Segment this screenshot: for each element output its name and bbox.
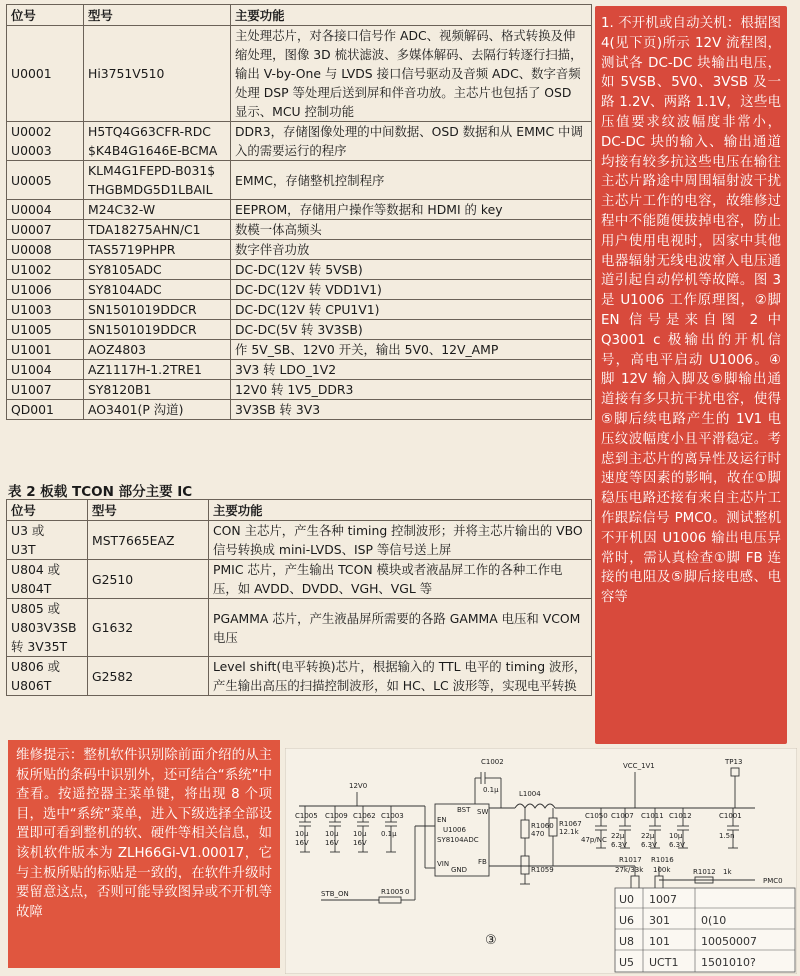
cell-function: DC-DC(5V 转 3V3SB) xyxy=(231,320,592,340)
cell-model: SN1501019DDCR xyxy=(84,300,231,320)
label-c1050-value: 47p/NC xyxy=(581,836,607,844)
overlay-cell: U0 xyxy=(619,893,635,906)
label-r1067-value: 12.1k xyxy=(559,828,579,836)
overlay-cell: U8 xyxy=(619,935,635,948)
table-row xyxy=(7,599,592,657)
cell-position: U0004 xyxy=(7,200,84,220)
label-cap-voltage: 6.3V xyxy=(669,841,685,849)
label-r1005-value: 0 xyxy=(405,888,410,896)
cell-position: U3 或 U3T xyxy=(7,521,88,560)
cell-function: 3V3SB 转 3V3 xyxy=(231,400,592,420)
table-row xyxy=(7,657,592,696)
label-r1060-value: 470 xyxy=(531,830,545,838)
label-c1011: C1011 xyxy=(641,812,664,820)
overlay-cell: 101 xyxy=(649,935,670,948)
col-header-model: 型号 xyxy=(84,5,231,26)
label-cap-value: 0.1μ xyxy=(381,830,397,838)
label-r1016: R1016 xyxy=(651,856,674,864)
cell-model: G1632 xyxy=(88,599,209,657)
label-ic-part: SY8104ADC xyxy=(437,836,479,844)
table-row xyxy=(7,260,592,280)
cell-model: AOZ4803 xyxy=(84,340,231,360)
cell-function: 数模一体高频头 xyxy=(231,220,592,240)
label-cap-voltage: 16V xyxy=(295,839,309,847)
cell-position: U1003 xyxy=(7,300,84,320)
label-pmc0: PMC0 xyxy=(763,877,783,885)
label-r1012-value: 1k xyxy=(723,868,732,876)
cell-model: AO3401(P 沟道) xyxy=(84,400,231,420)
table-ic-mainboard xyxy=(6,4,592,420)
label-r1005: R1005 xyxy=(381,888,404,896)
table-row xyxy=(7,161,592,200)
cell-function: DDR3，存储图像处理的中间数据、OSD 数据和从 EMMC 中调入的需要运行的程序 xyxy=(231,122,592,161)
col-header-function: 主要功能 xyxy=(231,5,592,26)
label-c1003: C1003 xyxy=(381,812,404,820)
cell-position: U1001 xyxy=(7,340,84,360)
cell-function: 作 5V_SB、12V0 开关，输出 5V0、12V_AMP xyxy=(231,340,592,360)
cell-model: SY8120B1 xyxy=(84,380,231,400)
pin-vin: VIN xyxy=(437,860,450,868)
cell-position: U804 或 U804T xyxy=(7,560,88,599)
table-row xyxy=(7,380,592,400)
cell-function: EEPROM，存储用户操作等数据和 HDMI 的 key xyxy=(231,200,592,220)
overlay-cell: U6 xyxy=(619,914,635,927)
table1-body xyxy=(7,26,592,420)
label-r1017-value: 27k/33k xyxy=(615,866,644,874)
label-c1012: C1012 xyxy=(669,812,692,820)
cell-position: U1007 xyxy=(7,380,84,400)
cell-model: SY8105ADC xyxy=(84,260,231,280)
cell-position: QD001 xyxy=(7,400,84,420)
table2-body xyxy=(7,521,592,696)
cell-model: KLM4G1FEPD-B031$ THGBMDG5D1LBAIL xyxy=(84,161,231,200)
label-r1067: R1067 xyxy=(559,820,582,828)
label-12v0: 12V0 xyxy=(349,782,368,790)
cell-function: CON 主芯片，产生各种 timing 控制波形；并将主芯片输出的 VBO 信号转换成 mini-LVDS、ISP 等信号送上屏 xyxy=(209,521,592,560)
label-cap-value: 10μ xyxy=(353,830,367,838)
label-cap-voltage: 16V xyxy=(325,839,339,847)
label-vcc-1v1: VCC_1V1 xyxy=(623,762,655,770)
label-cap-voltage: 6.3V xyxy=(611,841,627,849)
repair-tip-left: 维修提示：整机软件识别除前面介绍的从主板所贴的条码中识别外，还可结合“系统”中查看。按遥控器主菜单键，将出现 8 个项目，选中“系统”菜单，进入下级选择全部设置即可看到整机的软、硬件等相关信息，如该机软件版本为 ZLH66Gi-V1.00017，它与主板所贴的标贴是一致的，在软件升级时要留意这点，否则可能导致图异或不开机等故障 xyxy=(8,740,280,968)
table-row xyxy=(7,320,592,340)
cell-model: Hi3751V510 xyxy=(84,26,231,122)
cell-model: TDA18275AHN/C1 xyxy=(84,220,231,240)
table-row xyxy=(7,521,592,560)
cell-model: SY8104ADC xyxy=(84,280,231,300)
label-cap-value: 1.5n xyxy=(719,832,735,840)
label-c1002-value: 0.1μ xyxy=(483,786,499,794)
label-c1001: C1001 xyxy=(719,812,742,820)
cell-function: DC-DC(12V 转 5VSB) xyxy=(231,260,592,280)
cell-model: G2510 xyxy=(88,560,209,599)
cell-position: U1002 xyxy=(7,260,84,280)
cell-position: U806 或 U806T xyxy=(7,657,88,696)
cell-function: 主处理芯片，对各接口信号作 ADC、视频解码、格式转换及伸缩处理，图像 3D 梳状滤波、多媒体解码、去隔行转逐行扫描，输出 V-by-One 与 LVDS 接口信号驱动及音频 ADC、数字音频处理 DSP 等处理后送到屏和伴音功放。主芯片也包括了 OSD 显示、MCU 控制功能 xyxy=(231,26,592,122)
table-row xyxy=(7,400,592,420)
label-c1002: C1002 xyxy=(481,758,504,766)
cell-position: U0008 xyxy=(7,240,84,260)
label-r1016-value: 100k xyxy=(653,866,671,874)
pin-fb: FB xyxy=(478,858,487,866)
label-c1050: C1050 xyxy=(585,812,608,820)
label-cap-value: 10μ xyxy=(295,830,309,838)
table-row xyxy=(7,560,592,599)
label-r1059: R1059 xyxy=(531,866,554,874)
label-r1017: R1017 xyxy=(619,856,642,864)
cell-position: U0007 xyxy=(7,220,84,240)
overlay-cell: U5 xyxy=(619,956,635,969)
circuit-diagram-u1006 xyxy=(285,748,797,974)
label-cap-value: 10μ xyxy=(325,830,339,838)
col-header-model: 型号 xyxy=(88,500,209,521)
table-row xyxy=(7,300,592,320)
cell-position: U1004 xyxy=(7,360,84,380)
table-row xyxy=(7,240,592,260)
table-row xyxy=(7,122,592,161)
table-row xyxy=(7,340,592,360)
cell-position: U0002 U0003 xyxy=(7,122,84,161)
overlay-cell: 10050007 xyxy=(701,935,757,948)
cell-function: Level shift(电平转换)芯片，根据输入的 TTL 电平的 timing 波形，产生输出高压的扫描控制波形，如 HC、LC 波形等，实现电平转换 xyxy=(209,657,592,696)
label-c1062: C1062 xyxy=(353,812,376,820)
overlay-cell: UCT1 xyxy=(649,956,679,969)
cell-function: 12V0 转 1V5_DDR3 xyxy=(231,380,592,400)
label-tp13: TP13 xyxy=(725,758,743,766)
table2-title: 表 2 板载 TCON 部分主要 IC xyxy=(8,484,193,500)
overlay-cell: 1007 xyxy=(649,893,677,906)
col-header-function: 主要功能 xyxy=(209,500,592,521)
label-cap-value: 10μ xyxy=(669,832,683,840)
overlay-cell: 0(10 xyxy=(701,914,727,927)
label-l1004: L1004 xyxy=(519,790,541,798)
cell-model: AZ1117H-1.2TRE1 xyxy=(84,360,231,380)
label-cap-voltage: 16V xyxy=(353,839,367,847)
cell-position: U1005 xyxy=(7,320,84,340)
label-cap-value: 22μ xyxy=(611,832,625,840)
overlay-cell: 1501010? xyxy=(701,956,756,969)
label-r1012: R1012 xyxy=(693,868,716,876)
repair-note-right: 1. 不开机或自动关机：根据图 4(见下页)所示 12V 流程图，测试各 DC-DC 块输出电压，如 5VSB、5V0、3VSB 及一路 1.2V、两路 1.1V，这些电压值要求纹波幅度非常小，DC-DC 块的输入、输出通道均接有较多抗这些电压在输往主芯片路途中周围辐射波干扰主芯片工作的电容，故维修过程中不能随便拔掉电容，防止用户使用电视时，因家中其他电器辐射无线电波窜入电压通道引起自动停机等故障。图 3 是 U1006 工作原理图，②脚 EN 信号是来自图 2 中 Q3001 c 极输出的开机信号，高电平启动 U1006。④脚 12V 输入脚及⑤脚输出通道接有多只抗干扰电容，使得⑤脚后续电路产生的 1V1 电压纹波幅度小且平滑稳定。考虑到主芯片的离异性及运行时速度等因素的影响，故在①脚稳压电路还接有来自主芯片工作跟踪信号 PMC0。测试整机不开机因 U1006 输出电压异常时，需认真检查①脚 FB 连接的电阻及⑤脚后接电感、电容等 xyxy=(595,6,787,744)
cell-model: MST7665EAZ xyxy=(88,521,209,560)
table-row xyxy=(7,280,592,300)
cell-function: 数字伴音功放 xyxy=(231,240,592,260)
label-c1005: C1005 xyxy=(295,812,318,820)
cell-function: DC-DC(12V 转 VDD1V1) xyxy=(231,280,592,300)
pin-sw: SW xyxy=(477,808,489,816)
figure-number: ③ xyxy=(485,933,497,948)
label-stb-on: STB_ON xyxy=(321,890,349,898)
col-header-position: 位号 xyxy=(7,500,88,521)
cell-model: SN1501019DDCR xyxy=(84,320,231,340)
cell-function: PGAMMA 芯片，产生液晶屏所需要的各路 GAMMA 电压和 VCOM 电压 xyxy=(209,599,592,657)
label-cap-voltage: 6.3V xyxy=(641,841,657,849)
label-cap-value: 22μ xyxy=(641,832,655,840)
cell-function: 3V3 转 LDO_1V2 xyxy=(231,360,592,380)
pin-bst: BST xyxy=(457,806,471,814)
cell-function: DC-DC(12V 转 CPU1V1) xyxy=(231,300,592,320)
pin-gnd: GND xyxy=(451,866,468,874)
table-row xyxy=(7,200,592,220)
cell-model: G2582 xyxy=(88,657,209,696)
cell-position: U0001 xyxy=(7,26,84,122)
table-ic-tcon xyxy=(6,499,592,696)
cell-function: EMMC，存储整机控制程序 xyxy=(231,161,592,200)
cell-position: U0005 xyxy=(7,161,84,200)
cell-model: H5TQ4G63CFR-RDC $K4B4G1646E-BCMA xyxy=(84,122,231,161)
cell-position: U1006 xyxy=(7,280,84,300)
cell-model: TAS5719PHPR xyxy=(84,240,231,260)
table-row xyxy=(7,360,592,380)
cell-position: U805 或 U803V3SB 转 3V35T xyxy=(7,599,88,657)
pin-en: EN xyxy=(437,816,447,824)
cell-model: M24C32-W xyxy=(84,200,231,220)
table-row xyxy=(7,26,592,122)
table-row xyxy=(7,220,592,240)
label-r1060: R1060 xyxy=(531,822,554,830)
label-c1007: C1007 xyxy=(611,812,634,820)
label-ic-ref: U1006 xyxy=(443,826,466,834)
label-c1009: C1009 xyxy=(325,812,348,820)
col-header-position: 位号 xyxy=(7,5,84,26)
cell-function: PMIC 芯片，产生输出 TCON 模块或者液晶屏工作的各种工作电压，如 AVDD、DVDD、VGH、VGL 等 xyxy=(209,560,592,599)
overlay-cell: 301 xyxy=(649,914,670,927)
